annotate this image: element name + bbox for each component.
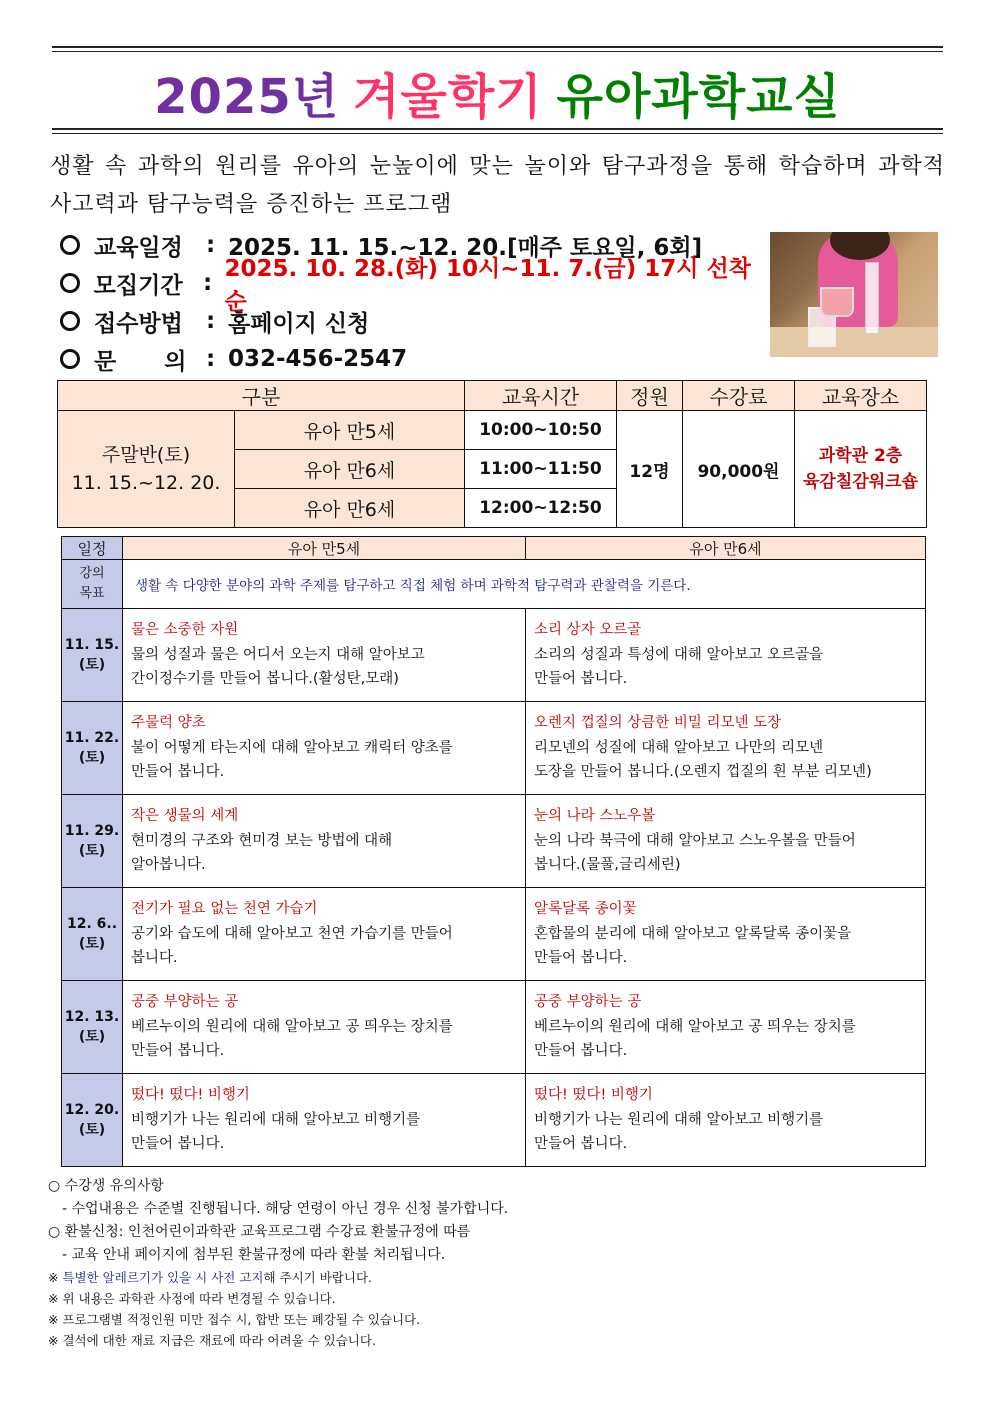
note-mark: ※ (48, 1270, 59, 1285)
class-time: 11:00~11:50 (464, 450, 616, 489)
header-age5: 유아 만5세 (123, 537, 526, 560)
title-program-name: 유아과학교실 (556, 69, 841, 125)
goal-label-line: 강의 (79, 566, 105, 581)
session-row (62, 981, 926, 1074)
session-row (62, 888, 926, 981)
circle-bullet-icon (60, 273, 80, 293)
header-fee: 수강료 (682, 381, 794, 411)
session-age5 (123, 795, 526, 888)
session-desc: 비행기가 나는 원리에 대해 알아보고 비행기를 만들어 봅니다. (534, 1111, 824, 1152)
session-title: 눈의 나라 스노우볼 (534, 808, 656, 824)
age-group: 유아 만6세 (235, 450, 465, 489)
session-date-cell (62, 609, 123, 702)
header-category: 구분 (58, 381, 465, 411)
info-colon: : (203, 270, 213, 296)
age-group: 유아 만5세 (235, 411, 465, 450)
session-date: 11. 15. (64, 637, 120, 653)
course-goal: 생활 속 다양한 분야의 과학 주제를 탐구하고 직접 체험 하며 과학적 탐구력과 관찰력을 기른다. (123, 560, 926, 609)
session-age5 (123, 702, 526, 795)
photo-test-tube (865, 262, 879, 334)
info-colon: : (206, 308, 216, 334)
session-age6 (526, 795, 926, 888)
session-age5 (123, 981, 526, 1074)
class-time: 12:00~12:50 (464, 489, 616, 528)
circle-bullet-icon (60, 235, 80, 255)
session-date: 11. 29. (64, 823, 120, 839)
place-cell (794, 411, 926, 528)
session-row (62, 702, 926, 795)
info-label: 접수방법 (94, 310, 183, 337)
header-time: 교육시간 (464, 381, 616, 411)
session-desc: 베르누이의 원리에 대해 알아보고 공 띄우는 장치를 만들어 봅니다. (534, 1018, 856, 1059)
photo-table (770, 327, 938, 357)
program-intro: 생활 속 과학의 원리를 유아의 눈높이에 맞는 놀이와 탐구과정을 통해 학습하며 과학적 사고력과 탐구능력을 증진하는 프로그램 (50, 154, 945, 217)
session-day: (토) (78, 843, 106, 859)
session-day: (토) (78, 936, 106, 952)
page-title (52, 58, 943, 127)
goal-label-cell (62, 560, 123, 609)
session-title: 떴다! 떴다! 비행기 (534, 1087, 653, 1103)
session-title: 오렌지 껍질의 상큼한 비밀 리모넨 도장 (534, 715, 782, 731)
title-season: 겨울학기 (353, 69, 543, 125)
session-desc: 현미경의 구조와 현미경 보는 방법에 대해 알아봅니다. (131, 832, 393, 873)
session-row (62, 795, 926, 888)
header-capacity: 정원 (616, 381, 682, 411)
session-age5 (123, 1074, 526, 1167)
session-title: 주물럭 양초 (131, 715, 206, 731)
session-age6 (526, 702, 926, 795)
note-heading: ○ 환불신청: 인천어린이과학관 교육프로그램 수강료 환불규정에 따름 (48, 1224, 471, 1240)
header-age6: 유아 만6세 (526, 537, 926, 560)
session-day: (토) (78, 1122, 106, 1138)
session-date-cell (62, 795, 123, 888)
note-min-enrollment: ※ 프로그램별 적정인원 미만 접수 시, 합반 또는 폐강될 수 있습니다. (48, 1312, 421, 1327)
photo-pink-cup (820, 287, 854, 317)
title-year: 2025년 (154, 69, 340, 125)
info-value: 2025. 10. 28.(화) 10시~11. 7.(금) 17시 선착순 (224, 256, 751, 315)
circle-bullet-icon (60, 311, 80, 331)
fee-value: 90,000원 (682, 411, 794, 528)
session-title: 공중 부양하는 공 (131, 994, 239, 1010)
note-detail: - 수업내용은 수준별 진행됩니다. 해당 연령이 아닌 경우 신청 불가합니다. (62, 1201, 509, 1217)
note-rest: 해 주시기 바랍니다. (263, 1270, 372, 1285)
session-desc: 소리의 성질과 특성에 대해 알아보고 오르골을 만들어 봅니다. (534, 646, 824, 687)
class-time: 10:00~10:50 (464, 411, 616, 450)
session-desc: 불이 어떻게 타는지에 대해 알아보고 캐릭터 양초를 만들어 봅니다. (131, 739, 453, 780)
info-contact (60, 340, 760, 378)
session-date-cell (62, 1074, 123, 1167)
notes-section (48, 1175, 948, 1351)
class-photo (770, 232, 938, 357)
class-name: 주말반(토) (101, 444, 191, 466)
session-date: 11. 22. (64, 730, 120, 746)
session-date: 12. 20. (64, 1102, 120, 1118)
session-age6 (526, 888, 926, 981)
session-date: 12. 6.. (66, 916, 118, 932)
info-recruit-period (60, 256, 760, 315)
goal-label-line: 목표 (79, 586, 105, 601)
note-detail: - 교육 안내 페이지에 첨부된 환불규정에 따라 환불 처리됩니다. (62, 1247, 446, 1263)
session-age5 (123, 888, 526, 981)
session-day: (토) (78, 750, 106, 766)
session-title: 소리 상자 오르골 (534, 622, 642, 638)
session-date: 12. 13. (64, 1009, 120, 1025)
info-value: 2025. 11. 15.~12. 20.[매주 토요일, 6회] (228, 234, 703, 261)
session-row (62, 1074, 926, 1167)
session-title: 전기가 필요 없는 천연 가습기 (131, 901, 318, 917)
session-desc: 비행기가 나는 원리에 대해 알아보고 비행기를 만들어 봅니다. (131, 1111, 421, 1152)
note-highlight: 특별한 알레르기가 있을 시 사전 고지 (62, 1270, 264, 1285)
session-age6 (526, 981, 926, 1074)
session-desc: 베르누이의 원리에 대해 알아보고 공 띄우는 장치를 만들어 봅니다. (131, 1018, 453, 1059)
header-date: 일정 (62, 537, 123, 560)
note-change: ※ 위 내용은 과학관 사정에 따라 변경될 수 있습니다. (48, 1291, 336, 1306)
info-value: 032-456-2547 (228, 346, 408, 372)
info-colon: : (206, 346, 216, 372)
info-colon: : (206, 232, 216, 258)
class-name-cell (58, 411, 235, 528)
session-title: 떴다! 떴다! 비행기 (131, 1087, 250, 1103)
info-list (60, 226, 760, 378)
session-title: 알록달록 종이꽃 (534, 901, 637, 917)
info-label: 문 의 (94, 348, 187, 375)
circle-bullet-icon (60, 349, 80, 369)
session-title: 공중 부양하는 공 (534, 994, 642, 1010)
class-period: 11. 15.~12. 20. (71, 472, 221, 494)
header-place: 교육장소 (794, 381, 926, 411)
class-schedule-table (57, 380, 927, 528)
session-desc: 리모넨의 성질에 대해 알아보고 나만의 리모넨 도장을 만들어 봅니다.(오렌지 껍질의 흰 부분 리모넨) (534, 739, 872, 780)
session-day: (토) (78, 1029, 106, 1045)
title-top-rule (52, 46, 943, 48)
session-age6 (526, 1074, 926, 1167)
info-label: 교육일정 (94, 234, 183, 261)
capacity-value: 12명 (616, 411, 682, 528)
session-desc: 혼합물의 분리에 대해 알아보고 알록달록 종이꽃을 만들어 봅니다. (534, 925, 852, 966)
session-row (62, 609, 926, 702)
title-top-rule-thin (52, 51, 943, 52)
info-value: 홈페이지 신청 (228, 310, 370, 337)
note-absence: ※ 결석에 대한 재료 지급은 재료에 따라 어려울 수 있습니다. (48, 1333, 376, 1348)
info-label: 모집기간 (93, 272, 183, 299)
place-line-2: 육감칠감워크숍 (803, 472, 918, 492)
session-age6 (526, 609, 926, 702)
session-age5 (123, 609, 526, 702)
session-title: 작은 생물의 세계 (131, 808, 239, 824)
session-desc: 공기와 습도에 대해 알아보고 천연 가습기를 만들어 봅니다. (131, 925, 453, 966)
session-desc: 눈의 나라 북극에 대해 알아보고 스노우볼을 만들어 봅니다.(물풀,글리세린) (534, 832, 856, 873)
age-group: 유아 만6세 (235, 489, 465, 528)
session-date-cell (62, 981, 123, 1074)
curriculum-table (61, 536, 926, 1167)
session-date-cell (62, 702, 123, 795)
title-bottom-rule (52, 128, 943, 130)
note-allergy (48, 1267, 948, 1288)
place-line-1: 과학관 2층 (818, 446, 903, 466)
title-bottom-rule-thin (52, 133, 943, 134)
session-desc: 물의 성질과 물은 어디서 오는지 대해 알아보고 간이정수기를 만들어 봅니다.(활성탄,모래) (131, 646, 425, 687)
session-date-cell (62, 888, 123, 981)
session-day: (토) (78, 657, 106, 673)
note-heading: ○ 수강생 유의사항 (48, 1178, 164, 1194)
session-title: 물은 소중한 자원 (131, 622, 239, 638)
